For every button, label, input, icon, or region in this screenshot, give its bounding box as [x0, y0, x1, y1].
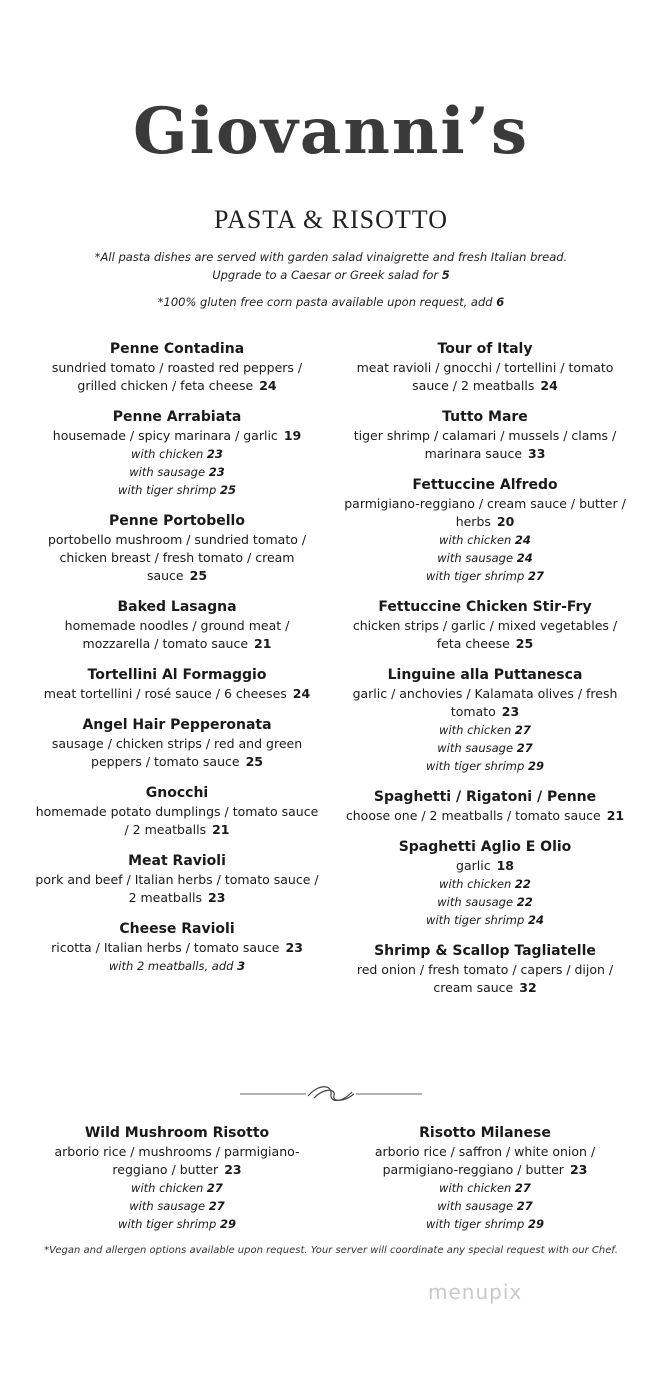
- menu-item-price: 18: [496, 858, 514, 873]
- menu-item-name: Penne Arrabiata: [112, 409, 242, 425]
- menu-item: [32, 852, 322, 907]
- menu-item: [32, 716, 322, 771]
- menu-item-option: with tiger shrimp 29: [118, 1217, 236, 1231]
- menu-item-price: 33: [528, 446, 546, 461]
- ornamental-divider: [240, 1082, 422, 1106]
- menu-item-name: Shrimp & Scallop Tagliatelle: [374, 943, 596, 959]
- menu-item-option: with chicken 24: [439, 533, 531, 547]
- menu-item-option: with sausage 23: [129, 465, 225, 479]
- left-menu-column: [32, 340, 322, 988]
- menu-item-name: Fettuccine Alfredo: [412, 477, 558, 493]
- menu-item-price: 23: [285, 940, 303, 955]
- menu-item-description: pork and beef / Italian herbs / tomato sauce / 2 meatballs 23: [35, 872, 319, 905]
- menu-item-option: with sausage 27: [129, 1199, 225, 1213]
- menu-item: [340, 942, 630, 997]
- menu-item-name: Meat Ravioli: [128, 853, 226, 869]
- menu-item-description: homemade noodles / ground meat / mozzarella / tomato sauce 21: [64, 618, 290, 651]
- menu-item: [340, 340, 630, 395]
- menu-item-price: 25: [245, 754, 263, 769]
- menu-item-description: tiger shrimp / calamari / mussels / clams / marinara sauce 33: [353, 428, 617, 461]
- restaurant-logo: Giovanni’s: [133, 94, 529, 169]
- menu-item: [340, 408, 630, 463]
- menu-item: [32, 598, 322, 653]
- menu-item-price: 24: [540, 378, 558, 393]
- pasta-note: [0, 248, 662, 284]
- menu-item-price: 21: [212, 822, 230, 837]
- menu-item-name: Tutto Mare: [442, 409, 528, 425]
- menu-item-description: housemade / spicy marinara / garlic 19: [52, 428, 302, 443]
- menu-item: [340, 1124, 630, 1233]
- menu-item-price: 23: [208, 890, 226, 905]
- menu-item-option: with chicken 23: [131, 447, 223, 461]
- menu-item-option: with chicken 27: [439, 723, 531, 737]
- menu-item-price: 21: [606, 808, 625, 823]
- menu-item-price: 20: [496, 514, 515, 529]
- menu-item-name: Baked Lasagna: [117, 599, 237, 615]
- menu-item-name: Gnocchi: [145, 785, 209, 801]
- gluten-free-note: *100% gluten free corn pasta available upon request, add 6: [157, 295, 505, 309]
- menu-item-name: Tour of Italy: [437, 341, 533, 357]
- menu-item-description: sundried tomato / roasted red peppers / grilled chicken / feta cheese 24: [51, 360, 303, 393]
- risotto-right: [340, 1124, 630, 1246]
- menu-item-description: parmigiano-reggiano / cream sauce / butter / herbs 20: [344, 496, 626, 529]
- menu-item-option: with tiger shrimp 25: [118, 483, 236, 497]
- menu-item: [340, 788, 630, 825]
- menu-item-option: with chicken 27: [131, 1181, 223, 1195]
- menu-item-description: garlic / anchovies / Kalamata olives / fresh tomato 23: [352, 686, 618, 719]
- menu-item-price: 25: [515, 636, 534, 651]
- menu-item-name: Penne Contadina: [109, 341, 245, 357]
- menu-item: [32, 408, 322, 499]
- menu-item-description: portobello mushroom / sundried tomato / chicken breast / fresh tomato / cream sauce 25: [47, 532, 307, 583]
- menu-item-name: Risotto Milanese: [419, 1125, 551, 1141]
- menu-item-option: with tiger shrimp 27: [426, 569, 544, 583]
- menu-item-option: with sausage 27: [437, 1199, 533, 1213]
- menu-item-description: sausage / chicken strips / red and green peppers / tomato sauce 25: [51, 736, 303, 769]
- risotto-left: [32, 1124, 322, 1246]
- right-menu-column: [340, 340, 630, 1010]
- menu-item-description: meat tortellini / rosé sauce / 6 cheeses 24: [43, 686, 311, 701]
- menu-item-option: with chicken 22: [439, 877, 531, 891]
- menu-item: [32, 1124, 322, 1233]
- menu-item-description: arborio rice / saffron / white onion / parmigiano-reggiano / butter 23: [374, 1144, 596, 1177]
- menu-item: [32, 920, 322, 975]
- menu-item-option: with sausage 24: [437, 551, 533, 565]
- menu-item: [340, 666, 630, 775]
- menu-item-description: arborio rice / mushrooms / parmigiano-reggiano / butter 23: [54, 1144, 300, 1177]
- menu-item-price: 32: [519, 980, 537, 995]
- menu-item-name: Fettuccine Chicken Stir-Fry: [378, 599, 592, 615]
- menu-item: [340, 598, 630, 653]
- menu-item-name: Spaghetti Aglio E Olio: [398, 839, 572, 855]
- menu-item: [340, 476, 630, 585]
- menu-item-option: with sausage 27: [437, 741, 533, 755]
- menu-item-option: with chicken 27: [439, 1181, 531, 1195]
- menu-item: [32, 666, 322, 703]
- menu-item-option: with tiger shrimp 24: [426, 913, 544, 927]
- menu-item-option: with 2 meatballs, add 3: [108, 959, 246, 973]
- menu-item-option: with sausage 22: [437, 895, 533, 909]
- pasta-note-line1: *All pasta dishes are served with garden salad vinaigrette and fresh Italian bread.: [94, 250, 568, 264]
- menu-item-description: homemade potato dumplings / tomato sauce / 2 meatballs 21: [35, 804, 319, 837]
- menu-item-name: Spaghetti / Rigatoni / Penne: [373, 789, 597, 805]
- menu-item-price: 24: [259, 378, 277, 393]
- menu-item-description: ricotta / Italian herbs / tomato sauce 23: [51, 940, 303, 955]
- pasta-note-line2: Upgrade to a Caesar or Greek salad for 5: [212, 268, 450, 282]
- menu-item-description: garlic 18: [456, 858, 514, 873]
- menu-item-description: choose one / 2 meatballs / tomato sauce 21: [345, 808, 625, 823]
- menu-item-price: 25: [189, 568, 208, 583]
- menu-item-description: red onion / fresh tomato / capers / dijon / cream sauce 32: [356, 962, 614, 995]
- menu-item-option: with tiger shrimp 29: [426, 1217, 544, 1231]
- menu-item-price: 19: [283, 428, 302, 443]
- menu-item-name: Penne Portobello: [109, 513, 245, 529]
- watermark: menupix: [428, 1280, 523, 1304]
- menu-item-name: Linguine alla Puttanesca: [387, 667, 583, 683]
- menu-item: [32, 784, 322, 839]
- menu-item-name: Cheese Ravioli: [119, 921, 235, 937]
- section-title: PASTA & RISOTTO: [214, 205, 448, 234]
- menu-item-price: 24: [292, 686, 311, 701]
- menu-item: [32, 340, 322, 395]
- menu-item-description: meat ravioli / gnocchi / tortellini / tomato sauce / 2 meatballs 24: [356, 360, 614, 393]
- menu-item-description: chicken strips / garlic / mixed vegetables / feta cheese 25: [352, 618, 618, 651]
- menu-item-price: 23: [224, 1162, 242, 1177]
- menu-item-price: 23: [569, 1162, 588, 1177]
- menu-item: [340, 838, 630, 929]
- menu-item-option: with tiger shrimp 29: [426, 759, 544, 773]
- menu-item: [32, 512, 322, 585]
- footer-note: *Vegan and allergen options available upon request. Your server will coordinate any special request with our Chef.: [44, 1245, 618, 1256]
- menu-item-name: Tortellini Al Formaggio: [87, 667, 267, 683]
- menu-item-price: 21: [254, 636, 272, 651]
- menu-item-name: Wild Mushroom Risotto: [84, 1125, 270, 1141]
- menu-item-name: Angel Hair Pepperonata: [82, 717, 272, 733]
- menu-item-price: 23: [501, 704, 520, 719]
